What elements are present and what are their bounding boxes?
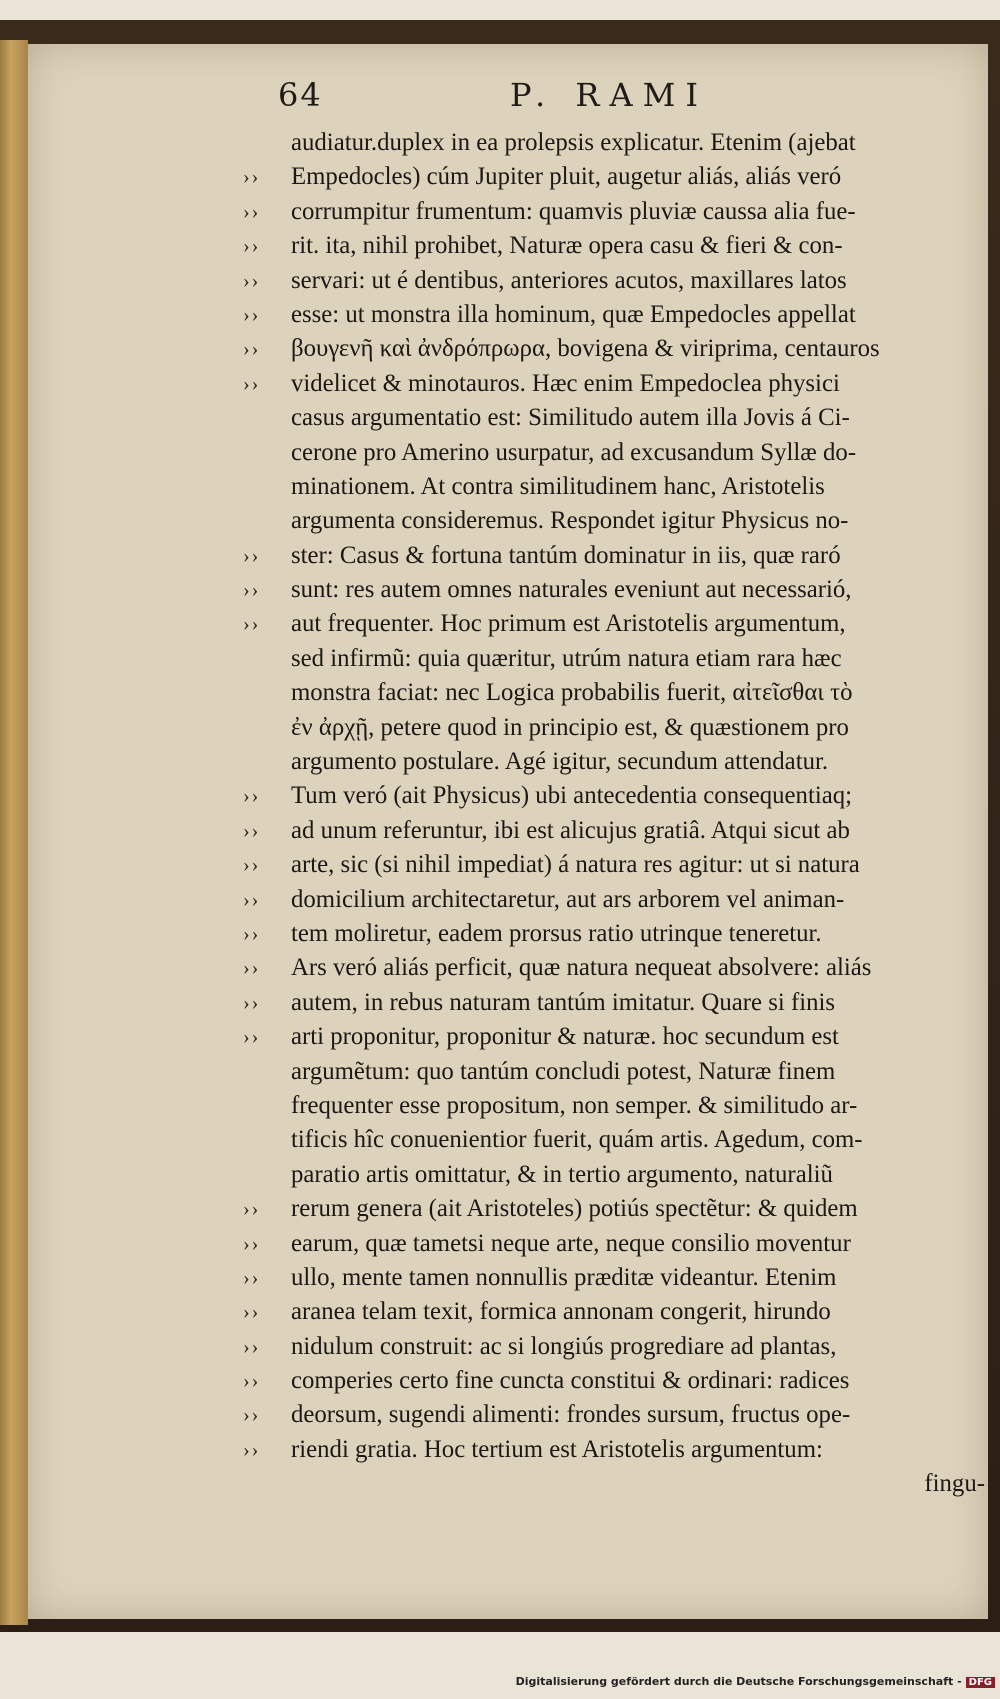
line-text: audiatur.duplex in ea prolepsis explicatur. Etenim (ajebat <box>291 129 856 156</box>
quotation-marker: ›› <box>243 819 261 842</box>
digitization-credit <box>0 1675 995 1688</box>
text-line <box>243 229 985 263</box>
quotation-marker: ›› <box>243 338 261 361</box>
text-line <box>243 1123 985 1157</box>
quotation-marker: ›› <box>243 269 261 292</box>
text-line <box>243 607 985 641</box>
quotation-marker: ›› <box>243 1404 261 1427</box>
line-text: βουγενῆ καὶ ἀνδρόπρωρα, bovigena & viriprima, centauros <box>291 335 880 363</box>
line-text: domicilium architectaretur, aut ars arborem vel animan- <box>291 885 845 913</box>
quotation-marker: ›› <box>243 922 261 945</box>
text-line <box>243 711 985 745</box>
quotation-marker: ›› <box>243 303 261 326</box>
line-text: argumẽtum: quo tantúm concludi potest, Naturæ finem <box>291 1057 836 1085</box>
text-line <box>243 814 985 848</box>
text-line <box>243 470 985 504</box>
line-text: sunt: res autem omnes naturales eveniunt aut necessarió, <box>291 576 852 604</box>
book-page <box>28 44 988 1619</box>
line-text: aranea telam texit, formica annonam congerit, hirundo <box>291 1298 831 1326</box>
text-line <box>243 951 985 985</box>
line-text: ἐν ἀρχῇ, petere quod in principio est, & quæstionem pro <box>291 713 849 741</box>
line-text: paratio artis omittatur, & in tertio argumento, naturaliũ <box>291 1160 833 1188</box>
text-line <box>243 1295 985 1329</box>
line-text: arte, sic (si nihil impediat) á natura res agitur: ut si natura <box>291 851 860 879</box>
line-text: comperies certo fine cuncta constitui & ordinari: radices <box>291 1367 850 1395</box>
line-text: tificis hîc conuenientior fuerit, quám artis. Agedum, com- <box>291 1126 863 1154</box>
quotation-marker: ›› <box>243 166 261 189</box>
page-header <box>278 76 998 120</box>
catchword-line <box>243 1467 985 1501</box>
line-text: Ars veró aliás perficit, quæ natura nequeat absolvere: aliás <box>291 954 872 982</box>
text-line <box>243 539 985 573</box>
line-text: corrumpitur frumentum: quamvis pluviæ caussa alia fue- <box>291 197 856 225</box>
text-line <box>243 160 985 194</box>
line-text: monstra faciat: nec Logica probabilis fuerit, αἰτεῖσθαι τὸ <box>291 679 853 707</box>
text-line <box>243 642 985 676</box>
line-text: autem, in rebus naturam tantúm imitatur. Quare si finis <box>291 988 836 1016</box>
line-text: rit. ita, nihil prohibet, Naturæ opera casu & fieri & con- <box>291 232 843 260</box>
line-text: Tum veró (ait Physicus) ubi antecedentia consequentiaq; <box>291 782 853 810</box>
quotation-marker: ›› <box>243 1438 261 1461</box>
text-line <box>243 504 985 538</box>
quotation-marker: ›› <box>243 1335 261 1358</box>
book-spine <box>0 40 28 1625</box>
quotation-marker: ›› <box>243 200 261 223</box>
line-text: sed infirmũ: quia quæritur, utrúm natura etiam rara hæc <box>291 644 842 672</box>
quotation-marker: ›› <box>243 1026 261 1049</box>
line-text: servari: ut é dentibus, anteriores acutos, maxillares latos <box>291 266 847 294</box>
quotation-marker: ›› <box>243 613 261 636</box>
text-line <box>243 1158 985 1192</box>
line-text: aut frequenter. Hoc primum est Aristotelis argumentum, <box>291 610 846 638</box>
quotation-marker: ›› <box>243 854 261 877</box>
text-line <box>243 1261 985 1295</box>
line-text: cerone pro Amerino usurpatur, ad excusandum Syllæ do- <box>291 438 857 466</box>
quotation-marker: ›› <box>243 1370 261 1393</box>
text-line <box>243 1020 985 1054</box>
line-text: rerum genera (ait Aristoteles) potiús spectẽtur: & quidem <box>291 1195 858 1223</box>
credit-text: Digitalisierung gefördert durch die Deutsche Forschungsgemeinschaft - <box>515 1675 962 1688</box>
text-line <box>243 917 985 951</box>
line-text: argumento postulare. Agé igitur, secundum attendatur. <box>291 748 829 776</box>
quotation-marker: ›› <box>243 1266 261 1289</box>
dfg-logo: DFG <box>966 1677 995 1688</box>
text-line <box>243 676 985 710</box>
quotation-marker: ›› <box>243 1301 261 1324</box>
quotation-marker: ›› <box>243 1198 261 1221</box>
text-line <box>243 401 985 435</box>
page-number: 64 <box>278 76 323 114</box>
text-line <box>243 1433 985 1467</box>
quotation-marker: ›› <box>243 235 261 258</box>
line-text: minationem. At contra similitudinem hanc, Aristotelis <box>291 472 825 500</box>
line-text: ullo, mente tamen nonnullis præditæ videantur. Etenim <box>291 1263 837 1291</box>
line-text: Empedocles) cúm Jupiter pluit, augetur aliás, aliás veró <box>291 163 842 191</box>
line-text: arti proponitur, proponitur & naturæ. hoc secundum est <box>291 1023 839 1051</box>
quotation-marker: ›› <box>243 544 261 567</box>
text-line <box>243 1227 985 1261</box>
quotation-marker: ›› <box>243 579 261 602</box>
quotation-marker: ›› <box>243 957 261 980</box>
text-line <box>243 195 985 229</box>
line-text: ster: Casus & fortuna tantúm dominatur in iis, quæ raró <box>291 541 841 569</box>
line-text: nidulum construit: ac si longiús progrediare ad plantas, <box>291 1332 837 1360</box>
catchword: fingu- <box>924 1470 985 1498</box>
text-line <box>243 332 985 366</box>
quotation-marker: ›› <box>243 785 261 808</box>
quotation-marker: ›› <box>243 372 261 395</box>
text-line <box>243 126 985 160</box>
line-text: tem moliretur, eadem prorsus ratio utrinque teneretur. <box>291 919 822 947</box>
line-text: earum, quæ tametsi neque arte, neque consilio moventur <box>291 1229 851 1257</box>
text-line <box>243 1330 985 1364</box>
running-title: P. RAMI <box>510 76 708 114</box>
line-text: esse: ut monstra illa hominum, quæ Empedocles appellat <box>291 300 856 328</box>
line-text: ad unum referuntur, ibi est alicujus gratiâ. Atqui sicut ab <box>291 816 850 844</box>
quotation-marker: ›› <box>243 1232 261 1255</box>
text-line <box>243 986 985 1020</box>
text-block <box>243 126 985 1502</box>
text-line <box>243 367 985 401</box>
text-line <box>243 1364 985 1398</box>
text-line <box>243 848 985 882</box>
quotation-marker: ›› <box>243 888 261 911</box>
text-line <box>243 264 985 298</box>
text-line <box>243 883 985 917</box>
text-line <box>243 298 985 332</box>
quotation-marker: ›› <box>243 991 261 1014</box>
text-line <box>243 1398 985 1432</box>
text-line <box>243 1192 985 1226</box>
text-line <box>243 1055 985 1089</box>
line-text: riendi gratia. Hoc tertium est Aristotelis argumentum: <box>291 1435 823 1463</box>
text-line <box>243 1089 985 1123</box>
text-line <box>243 573 985 607</box>
line-text: frequenter esse propositum, non semper. & similitudo ar- <box>291 1091 858 1119</box>
line-text: deorsum, sugendi alimenti: frondes sursum, fructus ope- <box>291 1401 851 1429</box>
line-text: videlicet & minotauros. Hæc enim Empedoclea physici <box>291 369 840 397</box>
text-line <box>243 779 985 813</box>
line-text: argumenta consideremus. Respondet igitur Physicus no- <box>291 507 849 535</box>
text-line <box>243 745 985 779</box>
text-line <box>243 436 985 470</box>
line-text: casus argumentatio est: Similitudo autem illa Jovis á Ci- <box>291 404 850 432</box>
